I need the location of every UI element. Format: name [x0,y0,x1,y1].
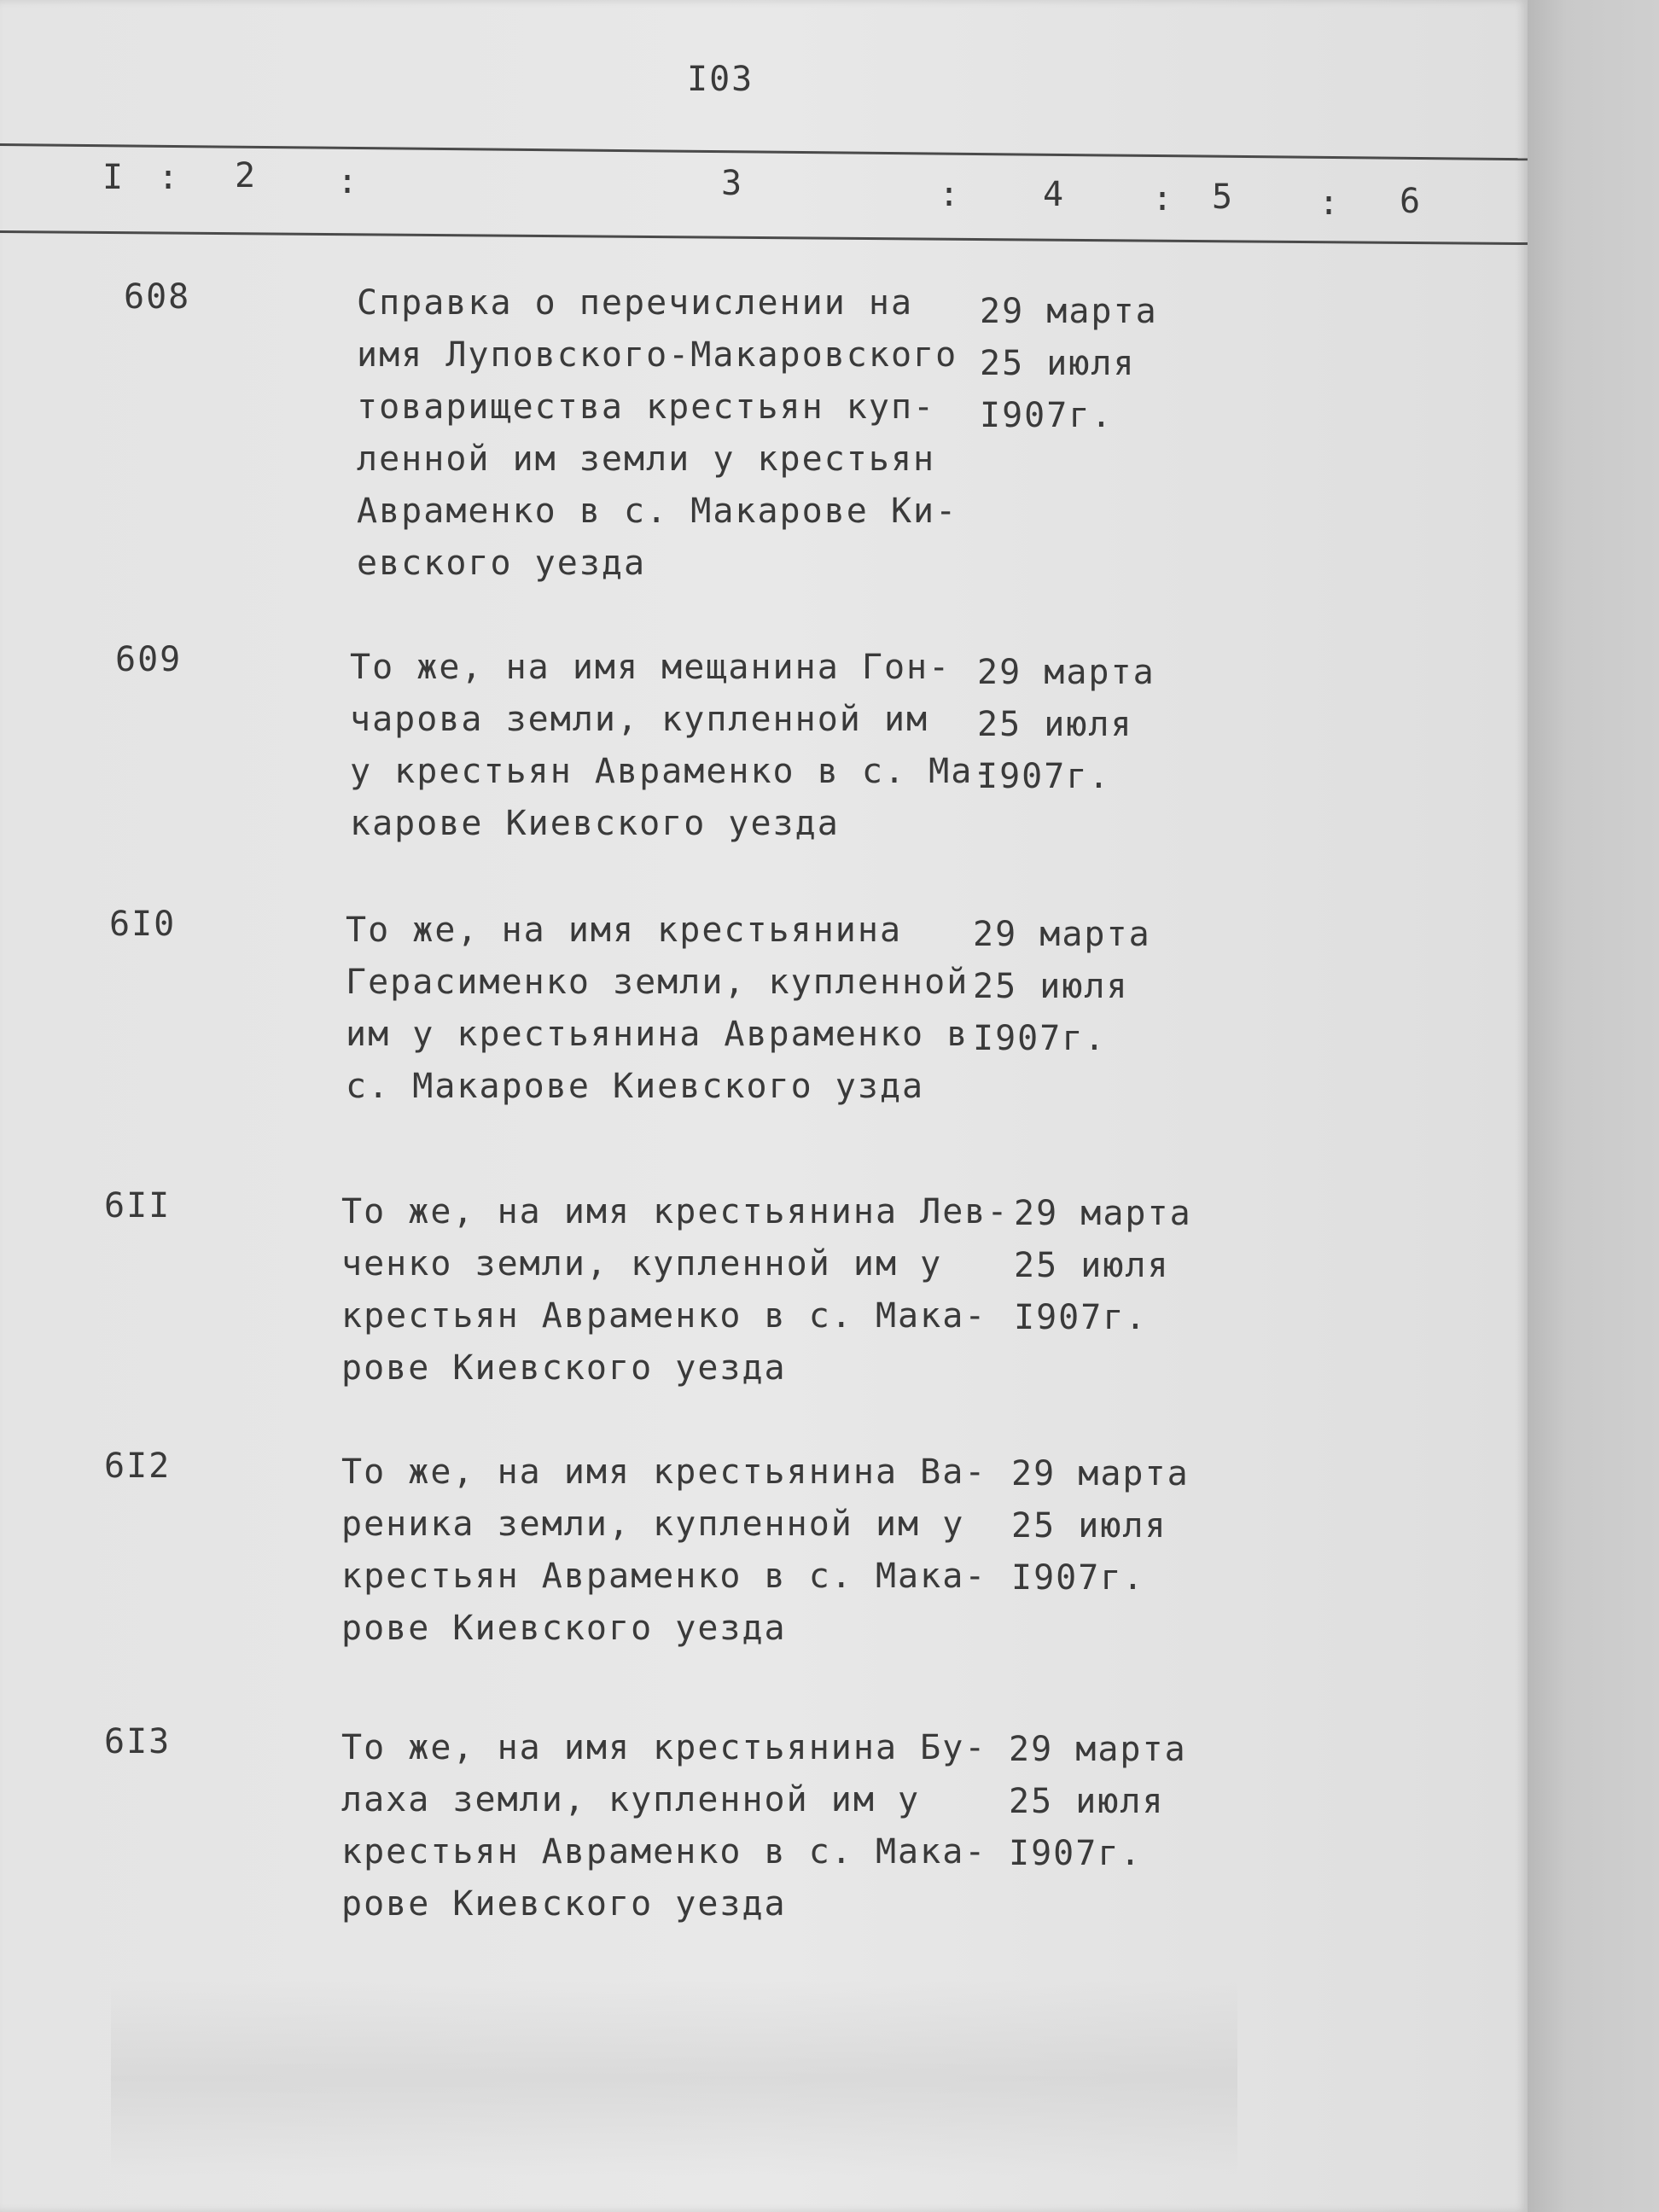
description-line: рове Киевского уезда [341,1348,787,1388]
description-line: крестьян Авраменко в с. Мака- [341,1832,987,1871]
description-line: имя Луповского-Макаровского [357,335,958,375]
entry-description [341,1186,1009,1394]
entry-description [350,642,995,850]
page-edge-shadow [1528,0,1659,2212]
description-line: евского уезда [357,544,647,583]
description-line: товарищества крестьян куп- [357,387,936,427]
description-line: у крестьян Авраменко в с. Ма- [350,752,996,791]
column-separator: : [1152,179,1175,218]
description-line: То же, на имя крестьянина Бу- [341,1728,987,1767]
column-header-4: 4 [1043,175,1066,214]
description-line: Справка о перечислении на [357,283,914,323]
column-separator: : [158,158,181,197]
date-line: I907г. [977,757,1111,796]
entry-description [357,277,958,590]
entry-number: 6I3 [104,1722,172,1761]
column-separator: : [337,162,360,201]
description-line: с. Макарове Киевского узда [346,1067,925,1106]
column-header-5: 5 [1212,178,1235,217]
date-line: 25 июля [977,705,1133,744]
column-header-6: 6 [1400,182,1423,221]
entry-description [341,1722,987,1930]
entry-date [1009,1724,1187,1880]
page-number: I03 [687,60,754,99]
description-line: реника земли, купленной им у [341,1505,965,1544]
date-line: 29 марта [1014,1194,1192,1233]
header-rule-top [0,143,1528,160]
entry-date [977,647,1155,803]
date-line: 25 июля [1009,1782,1165,1821]
date-line: I907г. [1011,1558,1145,1598]
date-line: 25 июля [973,967,1129,1006]
description-line: ченко земли, купленной им у [341,1244,943,1284]
description-line: рове Киевского уезда [341,1609,787,1648]
column-separator: : [939,175,962,214]
column-header-3: 3 [721,164,744,203]
description-line: То же, на имя крестьянина Ва- [341,1452,987,1492]
entry-date [1014,1188,1192,1344]
date-line: 29 марта [1011,1454,1190,1493]
description-line: рове Киевского уезда [341,1884,787,1924]
date-line: 25 июля [1014,1246,1170,1285]
date-line: 25 июля [980,344,1136,383]
description-line: Герасименко земли, купленной [346,963,969,1002]
entry-number: 609 [115,640,183,679]
date-line: 29 марта [980,292,1158,331]
date-line: I907г. [980,396,1114,435]
column-header-2: 2 [235,156,258,195]
date-line: 29 марта [973,915,1151,954]
date-line: I907г. [1009,1834,1143,1873]
description-line: им у крестьянина Авраменко в [346,1015,969,1054]
entry-date [980,286,1158,442]
description-line: крестьян Авраменко в с. Мака- [341,1296,987,1336]
entry-description [341,1447,987,1655]
description-line: карове Киевского уезда [350,804,840,843]
description-line: То же, на имя крестьянина Лев- [341,1192,1010,1231]
description-line: ленной им земли у крестьян [357,439,936,479]
description-line: То же, на имя мещанина Гон- [350,648,952,687]
entry-number: 608 [124,277,191,317]
date-line: I907г. [973,1019,1107,1058]
entry-number: 6I2 [104,1447,172,1486]
column-header-1: I [102,158,125,197]
entry-number: 6I0 [109,905,177,944]
entry-description [346,905,969,1113]
description-line: крестьян Авраменко в с. Мака- [341,1557,987,1596]
column-separator: : [1318,183,1342,223]
entry-number: 6II [104,1186,172,1225]
description-line: Авраменко в с. Макарове Ки- [357,492,958,531]
entry-date [1011,1448,1190,1604]
date-line: 29 марта [1009,1730,1187,1769]
date-line: I907г. [1014,1298,1148,1337]
header-rule-bottom [0,230,1528,245]
description-line: чарова земли, купленной им [350,700,929,739]
date-line: 29 марта [977,653,1155,692]
description-line: То же, на имя крестьянина [346,911,903,950]
entry-date [973,909,1151,1065]
ink-bleed-through [111,1980,1237,2176]
description-line: лаха земли, купленной им у [341,1780,921,1819]
date-line: 25 июля [1011,1506,1167,1545]
